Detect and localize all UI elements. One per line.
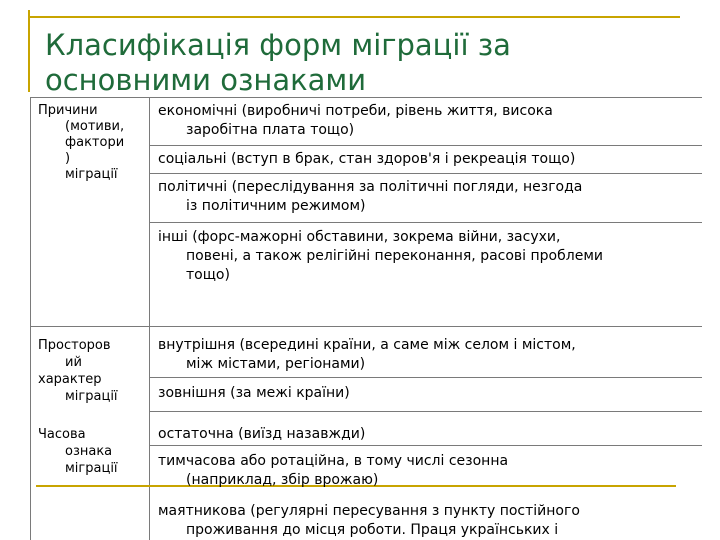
category-spatial [38, 337, 118, 405]
table-top-border [30, 97, 702, 98]
item-text: проживання до місця роботи. Праця українських і [186, 522, 559, 538]
item-text: інші (форс-мажорні обставини, зокрема війни, засухи, [158, 229, 561, 245]
category-causes [38, 103, 124, 183]
row-divider [149, 411, 702, 412]
item-pendulum [158, 502, 698, 540]
item-text: економічні (виробничі потреби, рівень життя, висока [158, 103, 553, 119]
table-left-border [30, 97, 31, 540]
title-accent-rule [28, 10, 30, 92]
item-text: заробітна плата тощо) [186, 122, 355, 138]
row-divider [149, 222, 702, 223]
slide-title [45, 28, 685, 98]
item-text: із політичним режимом) [186, 198, 366, 214]
item-text: тощо) [186, 267, 230, 283]
row-divider [149, 173, 702, 174]
item-external [158, 384, 698, 403]
item-text: соціальні (вступ в брак, стан здоров'я і рекреація тощо) [158, 151, 576, 167]
item-internal [158, 336, 698, 374]
row-divider [149, 145, 702, 146]
item-text: (наприклад, збір врожаю) [186, 472, 379, 488]
item-text: внутрішня (всередині країни, а саме між селом і містом, [158, 337, 576, 353]
table-column-divider [149, 97, 150, 540]
category-line: міграції [65, 461, 118, 476]
item-text: між містами, регіонами) [186, 356, 366, 372]
item-permanent [158, 425, 698, 444]
group-divider [30, 326, 702, 327]
category-line: міграції [65, 167, 118, 182]
item-text: остаточна (виїзд назавжди) [158, 426, 366, 442]
item-social [158, 150, 698, 169]
item-text: маятникова (регулярні пересування з пункту постійного [158, 503, 580, 519]
category-line: ) [65, 151, 71, 166]
category-line: характер [38, 372, 102, 387]
item-text: зовнішня (за межі країни) [158, 385, 350, 401]
item-other [158, 228, 698, 285]
title-line-2: основними ознаками [45, 63, 367, 97]
item-text: тимчасова або ротаційна, в тому числі сезонна [158, 453, 509, 469]
category-line: фактори [65, 135, 125, 150]
category-line: (мотиви, [65, 119, 125, 134]
category-line: Часова [38, 427, 86, 442]
row-divider [149, 445, 702, 446]
item-text: повені, а також релігійні переконання, расові проблеми [186, 248, 603, 264]
item-text: політичні (переслідування за політичні погляди, незгода [158, 179, 583, 195]
row-divider [149, 377, 702, 378]
category-temporal [38, 426, 118, 477]
category-line: міграції [65, 389, 118, 404]
item-temporary [158, 452, 698, 490]
category-line: ознака [65, 444, 113, 459]
category-line: Просторов [38, 338, 111, 353]
item-economic [158, 102, 698, 140]
category-line: Причини [38, 103, 98, 118]
title-line-1: Класифікація форм міграції за [45, 28, 511, 62]
top-accent-rule [28, 16, 680, 18]
category-line: ий [65, 355, 82, 370]
item-political [158, 178, 698, 216]
